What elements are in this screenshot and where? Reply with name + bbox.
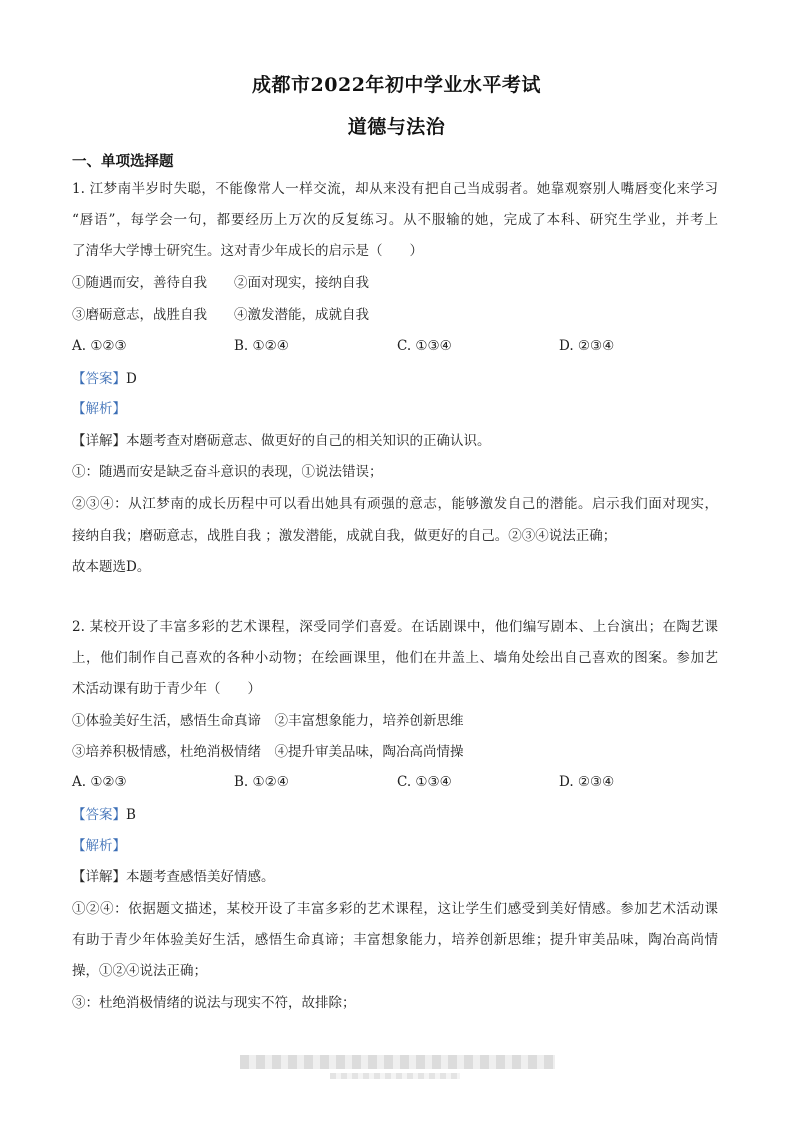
q1-detail-label: 【详解】 (72, 433, 126, 449)
q2-detail-line-5: ③：杜绝消极情绪的说法与现实不符，故排除； (72, 995, 356, 1011)
q1-detail-line-4: 接纳自我；磨砺意志，战胜自我 ；激发潜能，成就自我，做更好的自己。②③④说法正确； (72, 528, 617, 544)
q2-detail-line-2: ①②④：依据题文描述，某校开设了丰富多彩的艺术课程，这让学生们感受到美好情感。参加艺术活动课 (72, 901, 718, 917)
q2-analysis-label: 【解析】 (72, 838, 126, 854)
q2-item-line-1: ①体验美好生活，感悟生命真谛 ②丰富想象能力，培养创新思维 (72, 713, 464, 729)
q1-detail-line-5: 故本题选D。 (72, 559, 151, 575)
q1-stem-line-3: 了清华大学博士研究生。这对青少年成长的启示是（ ） (72, 243, 423, 259)
q2-stem-line-1: 2. 某校开设了丰富多彩的艺术课程，深受同学们喜爱。在话剧课中，他们编写剧本、上台演出；在陶艺课 (72, 619, 718, 635)
q1-detail-line-2: ①：随遇而安是缺乏奋斗意识的表现，①说法错误； (72, 464, 383, 480)
q2-detail-line-1 (72, 868, 275, 886)
q1-option-b: B. ①②④ (234, 338, 289, 354)
section-heading: 一、单项选择题 (72, 153, 174, 170)
q2-option-c: C. ①③④ (397, 774, 452, 790)
q1-item-line-1: ①随遇而安，善待自我 ②面对现实，接纳自我 (72, 275, 369, 291)
q1-option-c: C. ①③④ (397, 338, 452, 354)
q1-answer-label: 【答案】 (72, 371, 126, 387)
q2-stem-line-2: 上，他们制作自己喜欢的各种小动物；在绘画课里，他们在井盖上、墙角处绘出自己喜欢的图案。参加艺 (72, 650, 718, 666)
q1-option-a: A. ①②③ (72, 338, 127, 354)
q1-answer-value: D (126, 371, 137, 387)
q2-option-d: D. ②③④ (559, 774, 615, 790)
q2-detail-text: 本题考查感悟美好情感。 (126, 869, 275, 885)
q1-analysis-label: 【解析】 (72, 401, 126, 417)
q2-option-b: B. ①②④ (234, 774, 289, 790)
q2-detail-label: 【详解】 (72, 869, 126, 885)
q1-detail-line-3: ②③④：从江梦南的成长历程中可以看出她具有顽强的意志，能够激发自己的潜能。启示我们面对现实， (72, 496, 718, 512)
q2-answer (72, 806, 136, 824)
q1-detail-line-1 (72, 432, 491, 450)
q2-detail-line-3: 有助于青少年体验美好生活，感悟生命真谛；丰富想象能力，培养创新思维；提升审美品味，陶冶高尚情 (72, 932, 718, 948)
footer-watermark-sub (330, 1073, 460, 1079)
exam-subject: 道德与法治 (347, 116, 446, 138)
q1-item-line-2: ③磨砺意志，战胜自我 ④激发潜能，成就自我 (72, 307, 369, 323)
q2-answer-label: 【答案】 (72, 807, 126, 823)
q2-detail-line-4: 操，①②④说法正确； (72, 963, 207, 979)
exam-title: 成都市2022年初中学业水平考试 (252, 74, 541, 96)
q1-answer (72, 370, 137, 388)
q2-stem-line-3: 术活动课有助于青少年（ ） (72, 681, 261, 697)
q2-answer-value: B (126, 807, 136, 823)
q1-option-d: D. ②③④ (559, 338, 615, 354)
q1-stem-line-2: “唇语”，每学会一句，都要经历上万次的反复练习。从不服输的她，完成了本科、研究生学业，并考上 (72, 212, 718, 228)
q1-stem-line-1: 1. 江梦南半岁时失聪，不能像常人一样交流，却从来没有把自己当成弱者。她靠观察别人嘴唇变化来学习 (72, 181, 718, 197)
q1-detail-text: 本题考查对磨砺意志、做更好的自己的相关知识的正确认识。 (126, 433, 491, 449)
footer-watermark (240, 1055, 555, 1069)
q2-item-line-2: ③培养积极情感，杜绝消极情绪 ④提升审美品味，陶冶高尚情操 (72, 744, 464, 760)
q2-option-a: A. ①②③ (72, 774, 127, 790)
